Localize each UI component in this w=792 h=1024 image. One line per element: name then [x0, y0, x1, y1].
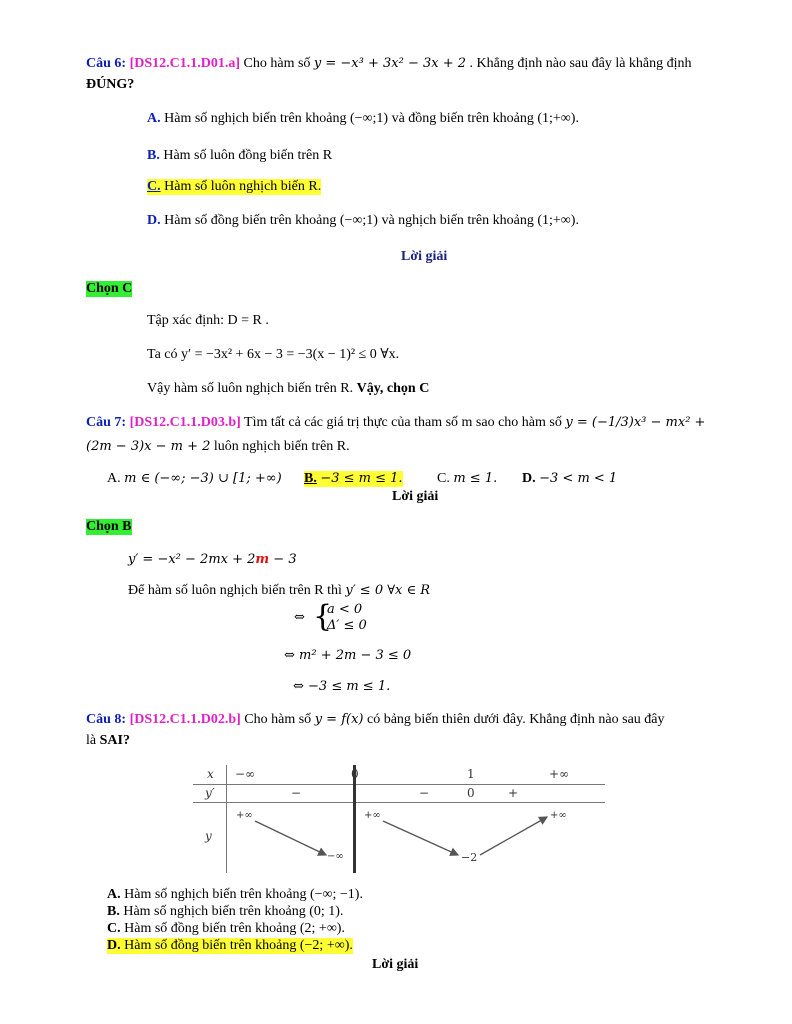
- table-x-value: 1: [467, 767, 475, 781]
- increasing-arrow: [480, 817, 547, 855]
- q8-stem: Câu 8: [DS12.C1.1.D02.b] Cho hàm số y = f(x) có bảng biến thiên dưới đây. Khẳng định nào sau đây: [86, 712, 665, 727]
- table-y-value: +∞: [550, 810, 567, 821]
- q7-stem-line2: (2m − 3)x − m + 2 luôn nghịch biến trên R.: [86, 439, 350, 454]
- q6-step-2: Ta có y′ = −3x² + 6x − 3 = −3(x − 1)² ≤ 0 ∀x.: [147, 347, 400, 362]
- q7-system: { a < 0 Δ′ ≤ 0: [313, 599, 367, 634]
- variation-arrows: [193, 765, 605, 873]
- table-sign: −: [291, 786, 302, 800]
- table-y-value: +∞: [236, 810, 253, 821]
- q6-solution-title: Lời giải: [401, 249, 448, 264]
- q6-label: Câu 6:: [86, 56, 127, 71]
- q6-step-3: Vậy hàm số luôn nghịch biến trên R. Vậy, chọn C: [147, 381, 430, 396]
- q6-option-c: C. Hàm số luôn nghịch biến R.: [147, 179, 322, 194]
- q8-solution-title: Lời giải: [372, 957, 419, 972]
- q6-function: y = −x³ + 3x² − 3x + 2: [313, 56, 467, 71]
- q8-option-b: B. Hàm số nghịch biến trên khoảng (0; 1).: [107, 904, 344, 919]
- q7-derivative: y′ = −x² − 2mx + 2m − 3: [128, 552, 297, 567]
- q8-option-a: A. Hàm số nghịch biến trên khoảng (−∞; −1).: [107, 887, 363, 902]
- q6-code: [DS12.C1.1.D01.a]: [129, 56, 241, 71]
- q7-stem: Câu 7: [DS12.C1.1.D03.b] Tìm tất cả các giá trị thực của tham số m sao cho hàm số y = (−1/3)x³ − mx² +: [86, 415, 706, 430]
- table-x-value: +∞: [549, 767, 570, 781]
- q6-option-d: D. Hàm số đồng biến trên khoảng (−∞;1) và nghịch biến trên khoảng (1;+∞).: [147, 213, 579, 228]
- q8-option-c: C. Hàm số đồng biến trên khoảng (2; +∞).: [107, 921, 345, 936]
- variation-table: [193, 765, 605, 873]
- decreasing-arrow: [255, 821, 326, 855]
- q6-choice: Chọn C: [86, 281, 133, 296]
- q6-step-1: Tập xác định: D = R .: [147, 313, 269, 328]
- q7-equation-2: ⇔ m² + 2m − 3 ≤ 0: [284, 648, 412, 663]
- q7-option-d: D. −3 < m < 1: [522, 471, 618, 486]
- table-sign: 0: [467, 786, 475, 800]
- q7-option-c: C. m ≤ 1.: [437, 471, 498, 486]
- q7-solution-title: Lời giải: [392, 489, 439, 504]
- q7-choice: Chọn B: [86, 519, 132, 534]
- q7-condition: Để hàm số luôn nghịch biến trên R thì y′ ≤ 0 ∀x ∈ R: [128, 583, 431, 598]
- q7-equation-3: ⇔ −3 ≤ m ≤ 1.: [293, 679, 391, 694]
- table-label-yprime: y′: [205, 786, 215, 800]
- table-x-value: −∞: [235, 767, 256, 781]
- table-sign: +: [508, 786, 519, 800]
- q6-stem-line2: ĐÚNG?: [86, 77, 135, 92]
- q6-option-a: A. Hàm số nghịch biến trên khoảng (−∞;1) và đồng biến trên khoảng (1;+∞).: [147, 111, 579, 126]
- table-y-value: +∞: [364, 810, 381, 821]
- q8-option-d: D. Hàm số đồng biến trên khoảng (−2; +∞).: [107, 938, 353, 953]
- q7-option-b: B. −3 ≤ m ≤ 1.: [304, 471, 403, 486]
- table-sign: −: [419, 786, 430, 800]
- table-x-value: 0: [351, 767, 359, 781]
- table-y-value: −2: [461, 851, 478, 864]
- q7-option-a: A. m ∈ (−∞; −3) ∪ [1; +∞): [107, 471, 282, 486]
- q7-equiv-arrow: ⇔: [294, 610, 305, 625]
- q8-stem-line2: là SAI?: [86, 733, 130, 748]
- q6-option-b: B. Hàm số luôn đồng biến trên R: [147, 148, 333, 163]
- table-label-x: x: [207, 767, 214, 781]
- decreasing-arrow: [383, 821, 458, 855]
- q6-stem: Câu 6: [DS12.C1.1.D01.a] Cho hàm số y = −x³ + 3x² − 3x + 2 . Khẳng định nào sau đây là khẳng định: [86, 56, 692, 71]
- table-label-y: y: [205, 829, 212, 843]
- q7-function-part1: y = (−1/3)x³ − mx² +: [565, 415, 706, 430]
- table-y-value: −∞: [327, 851, 344, 862]
